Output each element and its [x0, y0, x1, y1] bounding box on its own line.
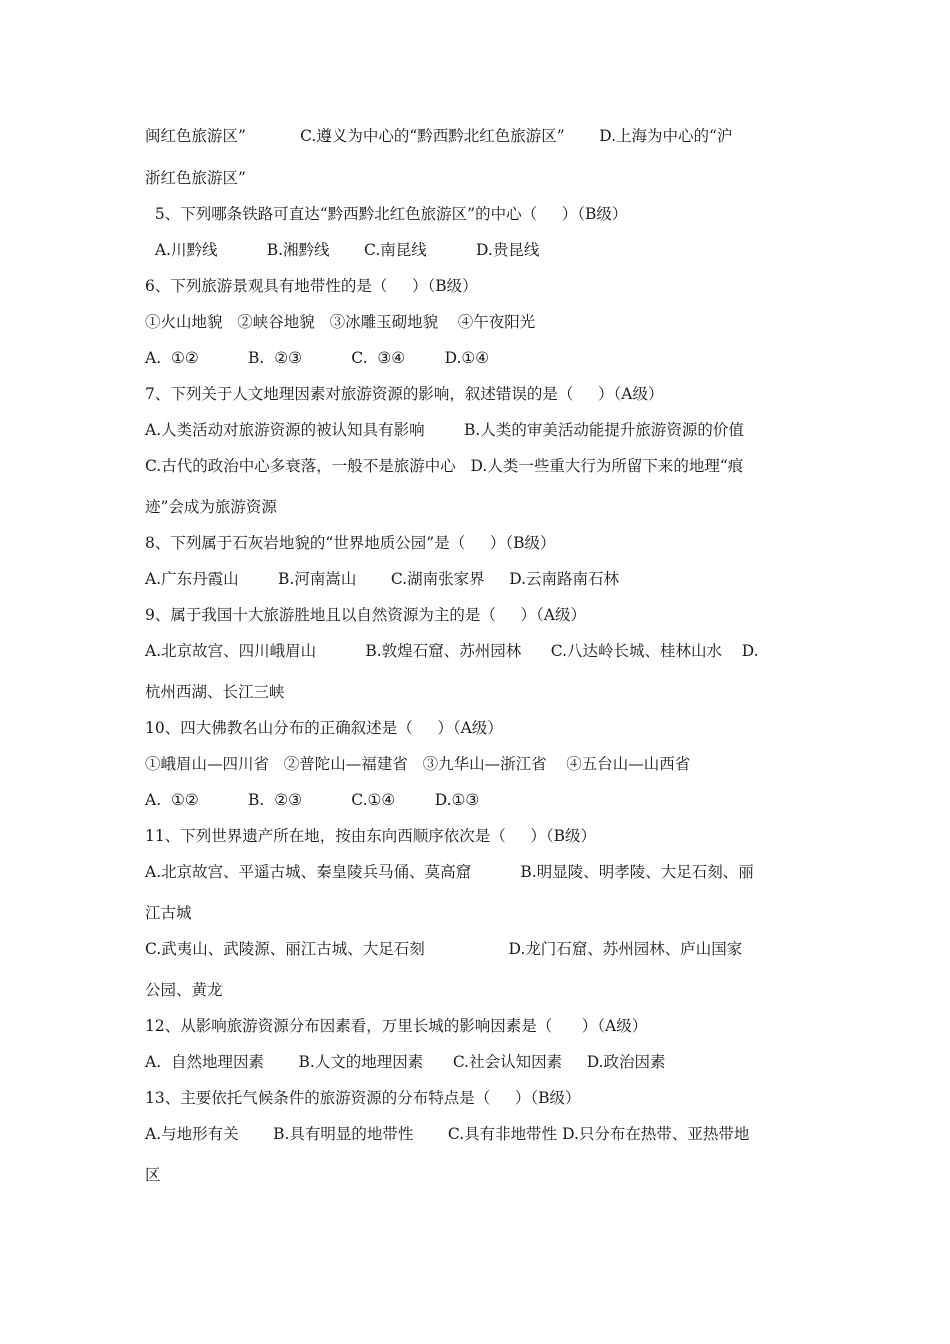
- text-line: A. ①② B. ②③ C. ③④ D.①④: [145, 349, 490, 367]
- text-line: 10、四大佛教名山分布的正确叙述是（ ）（A级）: [145, 719, 503, 737]
- text-line: 迹”会成为旅游资源: [145, 498, 277, 516]
- text-line: A.广东丹霞山 B.河南嵩山 C.湖南张家界 D.云南路南石林: [145, 570, 620, 588]
- text-line: A.川黔线 B.湘黔线 C.南昆线 D.贵昆线: [145, 241, 540, 259]
- text-line: 8、下列属于石灰岩地貌的“世界地质公园”是（ ）（B级）: [145, 534, 556, 552]
- text-line: 区: [145, 1166, 161, 1184]
- text-line: 闽红色旅游区” C.遵义为中心的“黔西黔北红色旅游区” D.上海为中心的“沪: [145, 127, 733, 145]
- text-line: 公园、黄龙: [145, 981, 223, 999]
- text-line: A.北京故宫、平遥古城、秦皇陵兵马俑、莫高窟 B.明显陵、明孝陵、大足石刻、丽: [145, 863, 754, 881]
- text-line: 5、下列哪条铁路可直达“黔西黔北红色旅游区”的中心（ ）（B级）: [145, 205, 628, 223]
- text-line: A.与地形有关 B.具有明显的地带性 C.具有非地带性 D.只分布在热带、亚热带地: [145, 1125, 750, 1143]
- text-line: 江古城: [145, 904, 192, 922]
- text-line: C.古代的政治中心多衰落，一般不是旅游中心 D.人类一些重大行为所留下来的地理“痕: [145, 457, 744, 475]
- text-line: A. 自然地理因素 B.人文的地理因素 C.社会认知因素 D.政治因素: [145, 1053, 666, 1071]
- text-line: 6、下列旅游景观具有地带性的是（ ）（B级）: [145, 277, 478, 295]
- text-line: A.人类活动对旅游资源的被认知具有影响 B.人类的审美活动能提升旅游资源的价值: [145, 421, 744, 439]
- text-line: C.武夷山、武陵源、丽江古城、大足石刻 D.龙门石窟、苏州园林、庐山国家: [145, 940, 743, 958]
- text-line: 7、下列关于人文地理因素对旅游资源的影响，叙述错误的是（ ）（A级）: [145, 385, 664, 403]
- text-line: 12、从影响旅游资源分布因素看，万里长城的影响因素是（ ）（A级）: [145, 1017, 648, 1035]
- text-line: A.北京故宫、四川峨眉山 B.敦煌石窟、苏州园林 C.八达岭长城、桂林山水 D.: [145, 642, 759, 660]
- text-line: 杭州西湖、长江三峡: [145, 683, 285, 701]
- text-line: 浙红色旅游区”: [145, 169, 246, 187]
- text-line: 9、属于我国十大旅游胜地且以自然资源为主的是（ ）（A级）: [145, 606, 586, 624]
- text-line: ①峨眉山—四川省 ②普陀山—福建省 ③九华山—浙江省 ④五台山—山西省: [145, 755, 691, 773]
- text-line: A. ①② B. ②③ C.①④ D.①③: [145, 791, 480, 809]
- text-line: 13、主要依托气候条件的旅游资源的分布特点是（ ）（B级）: [145, 1089, 581, 1107]
- text-line: 11、下列世界遗产所在地，按由东向西顺序依次是（ ）（B级）: [145, 827, 597, 845]
- text-line: ①火山地貌 ②峡谷地貌 ③冰雕玉砌地貌 ④午夜阳光: [145, 313, 536, 331]
